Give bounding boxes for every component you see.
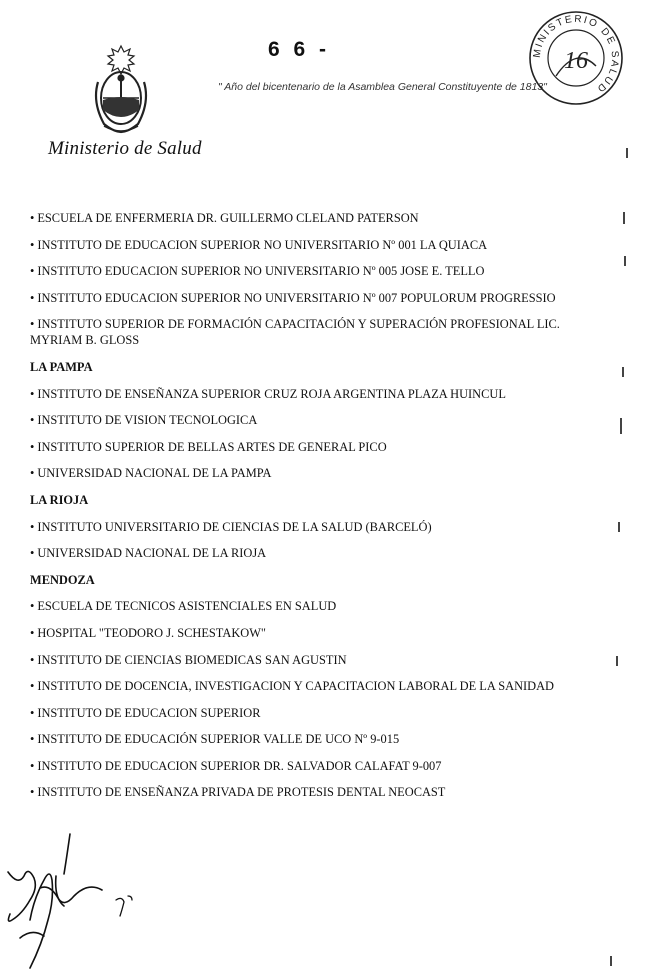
institution-entry bbox=[30, 263, 590, 279]
province-heading: LA RIOJA bbox=[30, 492, 89, 507]
handwritten-signature bbox=[0, 830, 150, 979]
bullet-icon: • bbox=[30, 413, 35, 428]
institution-name: ESCUELA DE ENFERMERIA DR. GUILLERMO CLELAND PATERSON bbox=[37, 211, 419, 225]
ministry-stamp-seal bbox=[526, 8, 626, 108]
institution-name: UNIVERSIDAD NACIONAL DE LA RIOJA bbox=[37, 546, 267, 561]
institution-name: INSTITUTO DE EDUCACION SUPERIOR bbox=[37, 705, 261, 720]
bicentennial-motto: " Año del bicentenario de la Asamblea General Constituyente de 1813" bbox=[218, 81, 547, 93]
institution-name: INSTITUTO DE VISION TECNOLOGICA bbox=[37, 413, 258, 428]
institution-entry bbox=[30, 210, 590, 226]
institution-entry bbox=[30, 705, 590, 721]
institution-name: INSTITUTO EDUCACION SUPERIOR NO UNIVERSITARIO Nº 005 JOSE E. TELLO bbox=[37, 264, 485, 279]
institution-entry bbox=[30, 652, 590, 668]
bullet-icon: • bbox=[30, 652, 35, 667]
bullet-icon: • bbox=[30, 317, 35, 332]
bullet-icon: • bbox=[30, 785, 35, 800]
institution-entry bbox=[30, 237, 590, 253]
institution-entry bbox=[30, 731, 590, 747]
coat-of-arms-icon bbox=[90, 42, 152, 134]
ministry-title: Ministerio de Salud bbox=[48, 138, 202, 159]
scan-mark bbox=[616, 656, 618, 666]
institution-name: INSTITUTO SUPERIOR DE BELLAS ARTES DE GENERAL PICO bbox=[37, 439, 387, 454]
bullet-icon: • bbox=[30, 290, 35, 305]
institution-entry bbox=[30, 678, 590, 694]
institution-name: INSTITUTO DE CIENCIAS BIOMEDICAS SAN AGUSTIN bbox=[37, 652, 347, 667]
institution-entry bbox=[30, 465, 590, 481]
scan-mark bbox=[624, 256, 626, 266]
bullet-icon: • bbox=[30, 599, 35, 614]
scan-mark bbox=[610, 956, 612, 966]
bullet-icon: • bbox=[30, 758, 35, 773]
institution-entry bbox=[30, 316, 590, 348]
institution-entry bbox=[30, 758, 590, 774]
institution-name: INSTITUTO EDUCACION SUPERIOR NO UNIVERSITARIO Nº 007 POPULORUM PROGRESSIO bbox=[37, 290, 556, 305]
institution-entry bbox=[30, 386, 590, 402]
scan-mark bbox=[620, 418, 622, 434]
institution-name: INSTITUTO SUPERIOR DE FORMACIÓN CAPACITACIÓN Y SUPERACIÓN PROFESIONAL LIC. MYRIAM B. GLOSS bbox=[30, 317, 560, 348]
institution-name: INSTITUTO DE ENSEÑANZA SUPERIOR CRUZ ROJA ARGENTINA PLAZA HUINCUL bbox=[37, 386, 506, 401]
bullet-icon: • bbox=[30, 546, 35, 561]
institution-name: UNIVERSIDAD NACIONAL DE LA PAMPA bbox=[37, 466, 272, 481]
institution-name: HOSPITAL "TEODORO J. SCHESTAKOW" bbox=[37, 625, 266, 640]
institution-entry bbox=[30, 784, 590, 800]
bullet-icon: • bbox=[30, 237, 35, 252]
bullet-icon: • bbox=[30, 679, 35, 694]
province-heading: LA PAMPA bbox=[30, 359, 93, 374]
bullet-icon: • bbox=[30, 386, 35, 401]
institution-name: INSTITUTO DE EDUCACION SUPERIOR NO UNIVERSITARIO Nº 001 LA QUIACA bbox=[37, 237, 488, 252]
bullet-icon: • bbox=[30, 732, 35, 747]
bullet-icon: • bbox=[30, 705, 35, 720]
institution-list bbox=[30, 210, 590, 811]
scan-mark bbox=[623, 212, 625, 224]
bullet-icon: • bbox=[30, 439, 35, 454]
institution-entry bbox=[30, 290, 590, 306]
institution-name: INSTITUTO DE DOCENCIA, INVESTIGACION Y CAPACITACION LABORAL DE LA SANIDAD bbox=[37, 679, 554, 694]
institution-entry bbox=[30, 625, 590, 641]
institution-entry bbox=[30, 412, 590, 428]
institution-entry bbox=[30, 545, 590, 561]
institution-name: INSTITUTO DE ENSEÑANZA PRIVADA DE PROTESIS DENTAL NEOCAST bbox=[37, 785, 446, 800]
scan-mark bbox=[618, 522, 620, 532]
bullet-icon: • bbox=[30, 466, 35, 481]
seal-folio-number: 16 bbox=[564, 48, 588, 74]
bullet-icon: • bbox=[30, 519, 35, 534]
institution-entry bbox=[30, 598, 590, 614]
bullet-icon: • bbox=[30, 264, 35, 279]
scan-mark bbox=[622, 367, 624, 377]
institution-name: ESCUELA DE TECNICOS ASISTENCIALES EN SALUD bbox=[37, 599, 337, 614]
page-number: 6 6 - bbox=[268, 38, 331, 61]
bullet-icon: • bbox=[30, 211, 35, 225]
province-heading: MENDOZA bbox=[30, 572, 95, 587]
svg-text:MINISTERIO DE SALUD: MINISTERIO DE SALUD bbox=[531, 13, 621, 95]
institution-name: INSTITUTO DE EDUCACION SUPERIOR DR. SALVADOR CALAFAT 9-007 bbox=[37, 758, 442, 773]
institution-name: INSTITUTO UNIVERSITARIO DE CIENCIAS DE LA SALUD (BARCELÓ) bbox=[37, 519, 432, 534]
institution-name: INSTITUTO DE EDUCACIÓN SUPERIOR VALLE DE UCO Nº 9-015 bbox=[37, 732, 400, 747]
scan-mark bbox=[626, 148, 628, 158]
institution-entry bbox=[30, 519, 590, 535]
bullet-icon: • bbox=[30, 625, 35, 640]
institution-entry bbox=[30, 439, 590, 455]
